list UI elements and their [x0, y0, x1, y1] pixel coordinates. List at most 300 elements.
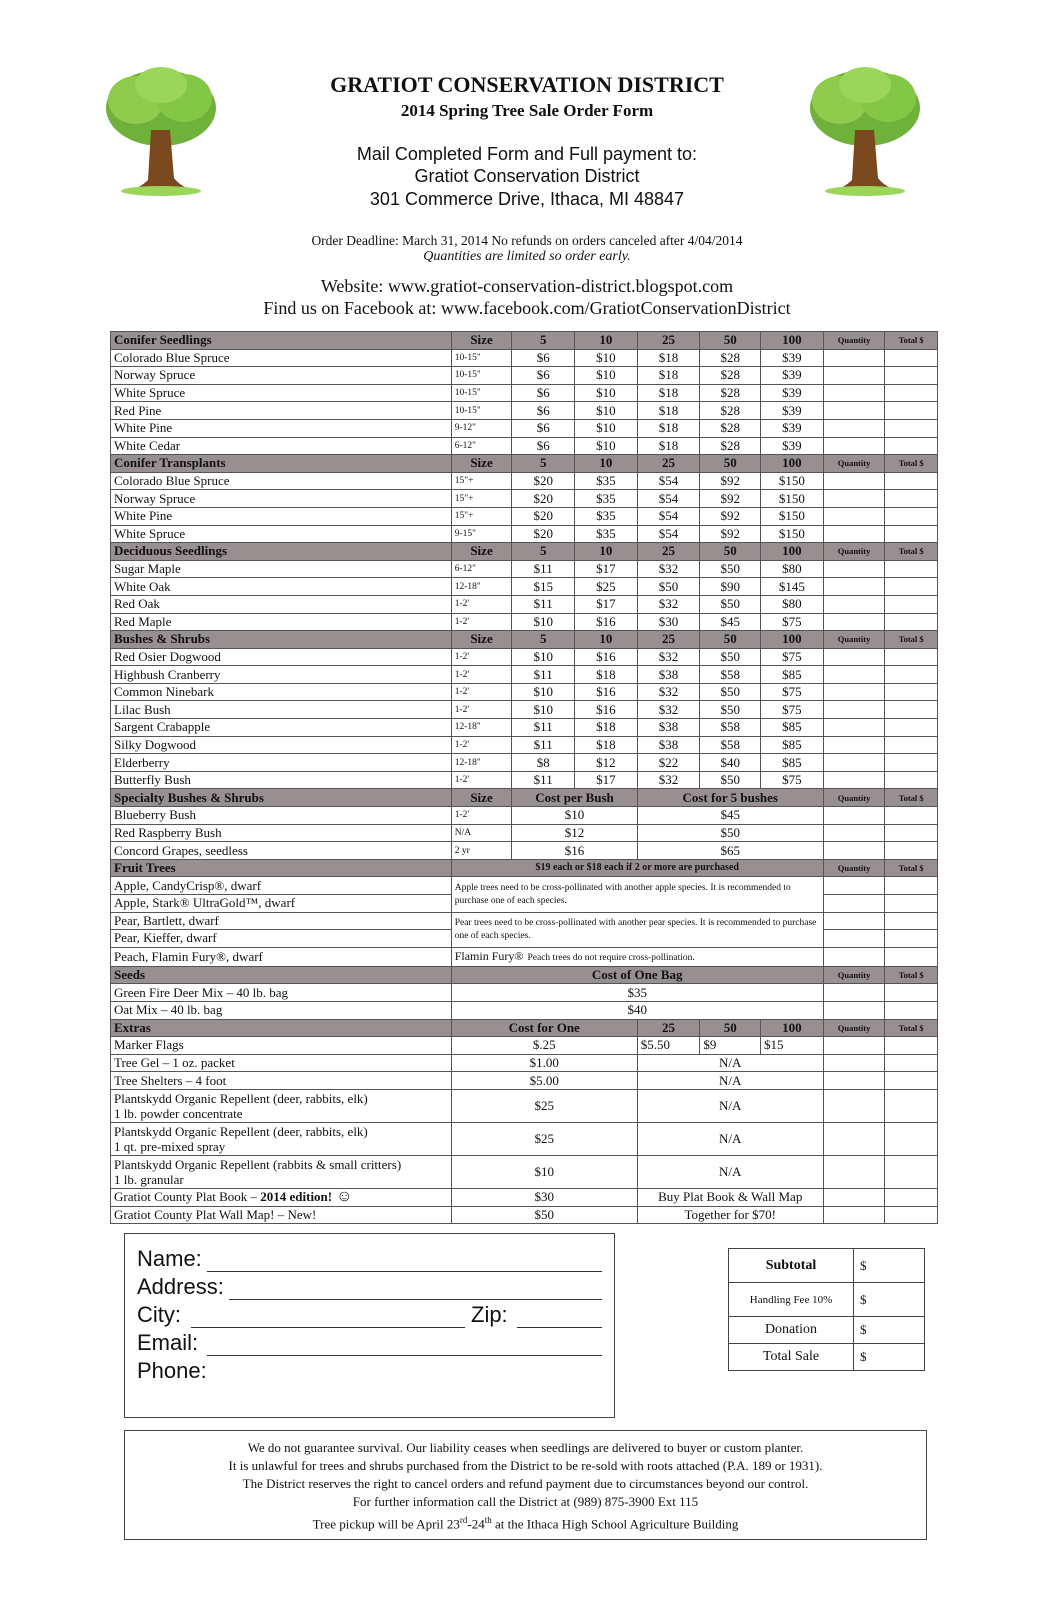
product-row — [111, 1155, 938, 1188]
quantity-input[interactable] — [823, 525, 885, 543]
quantity-input[interactable] — [823, 402, 885, 420]
total-input[interactable] — [885, 1089, 938, 1122]
quantity-input[interactable] — [823, 842, 885, 860]
price-cell: $6 — [512, 402, 575, 420]
notice-line: We do not guarantee survival. Our liability ceases when seedlings are delivered to buyer or custom planter. — [247, 1440, 804, 1455]
product-name: Apple, CandyCrisp®, dwarf — [111, 877, 452, 895]
price-cell: $92 — [700, 507, 761, 525]
quantity-tier-header: 5 — [512, 455, 575, 473]
price-cell: $10 — [512, 701, 575, 719]
price-cell: $11 — [512, 560, 575, 578]
total-header: Total $ — [885, 543, 938, 561]
section-header — [111, 859, 938, 877]
product-row — [111, 736, 938, 754]
notice-line: The District reserves the right to cancel orders and refund payment due to circumstances beyond our control. — [242, 1476, 809, 1491]
price-cell: $39 — [761, 419, 824, 437]
product-size: 10-15" — [451, 349, 512, 367]
total-input[interactable] — [885, 1122, 938, 1155]
product-name: White Oak — [111, 578, 452, 596]
product-name: Norway Spruce — [111, 367, 452, 385]
not-available-cell: N/A — [637, 1072, 823, 1090]
terms-notice — [124, 1430, 927, 1540]
price-cell: $35 — [575, 472, 638, 490]
price-cell: $32 — [637, 771, 700, 789]
price-cell: $32 — [637, 683, 700, 701]
total-input[interactable] — [885, 701, 938, 719]
name-label: Name: — [137, 1246, 202, 1271]
price-cell: $50 — [637, 824, 823, 842]
price-cell: $45 — [700, 613, 761, 631]
subtotal-label: Subtotal — [729, 1249, 854, 1283]
price-cell: $150 — [761, 472, 824, 490]
mail-recipient: Gratiot Conservation District — [414, 166, 640, 186]
product-size: 12-18" — [451, 578, 512, 596]
name-field[interactable] — [207, 1270, 602, 1272]
facebook-link[interactable]: Find us on Facebook at: www.facebook.com/GratiotConservationDistrict — [263, 298, 791, 318]
product-size: 1-2' — [451, 648, 512, 666]
product-size: 6-12" — [451, 560, 512, 578]
quantity-input[interactable] — [823, 807, 885, 825]
price-cell: $28 — [700, 384, 761, 402]
product-row — [111, 613, 938, 631]
total-input[interactable] — [885, 1054, 938, 1072]
quantity-input[interactable] — [823, 683, 885, 701]
quantity-tier-header: 100 — [761, 631, 824, 649]
product-name: Red Maple — [111, 613, 452, 631]
total-input[interactable] — [885, 648, 938, 666]
section-header — [111, 1019, 938, 1037]
section-header — [111, 789, 938, 807]
product-row — [111, 1037, 938, 1055]
price-cell: $18 — [575, 666, 638, 684]
price-cell: $45 — [637, 807, 823, 825]
price-cell: $10 — [575, 384, 638, 402]
product-size: 1-2' — [451, 736, 512, 754]
product-name: Pear, Bartlett, dwarf — [111, 912, 452, 930]
website-link[interactable]: Website: www.gratiot-conservation-district.blogspot.com — [320, 276, 734, 296]
price-cell: $35 — [575, 525, 638, 543]
price-cell: $28 — [700, 349, 761, 367]
price-cell: $10 — [512, 683, 575, 701]
total-input[interactable] — [885, 367, 938, 385]
quantity-input[interactable] — [823, 472, 885, 490]
product-row — [111, 984, 938, 1002]
address-box — [124, 1233, 615, 1418]
quantity-input[interactable] — [823, 771, 885, 789]
quantity-input[interactable] — [823, 1054, 885, 1072]
total-input[interactable] — [885, 402, 938, 420]
quantity-input[interactable] — [823, 595, 885, 613]
quantity-input[interactable] — [823, 419, 885, 437]
size-header: Size — [451, 332, 512, 350]
quantity-input[interactable] — [823, 1001, 885, 1019]
price-cell: $28 — [700, 367, 761, 385]
product-name: White Cedar — [111, 437, 452, 455]
price-cell: $11 — [512, 595, 575, 613]
price-cell: $75 — [761, 683, 824, 701]
product-row — [111, 842, 938, 860]
section-header — [111, 966, 938, 984]
quantity-input[interactable] — [823, 1072, 885, 1090]
email-label: Email: — [137, 1330, 199, 1355]
form-subtitle: 2014 Spring Tree Sale Order Form — [400, 101, 654, 120]
product-name: Concord Grapes, seedless — [111, 842, 452, 860]
price-cell: $6 — [512, 349, 575, 367]
section-title: Specialty Bushes & Shrubs — [111, 789, 452, 807]
total-input[interactable] — [885, 719, 938, 737]
total-input[interactable] — [885, 666, 938, 684]
product-size: 6-12" — [451, 437, 512, 455]
total-input[interactable] — [885, 877, 938, 895]
total-input[interactable] — [885, 1206, 938, 1224]
total-input[interactable] — [885, 595, 938, 613]
quantity-tier-header: 10 — [575, 543, 638, 561]
total-header: Total $ — [885, 859, 938, 877]
quantity-tier-header: 25 — [637, 332, 700, 350]
total-input[interactable] — [885, 683, 938, 701]
mail-address: 301 Commerce Drive, Ithaca, MI 48847 — [369, 189, 685, 209]
total-input[interactable] — [885, 349, 938, 367]
price-cell: $32 — [637, 701, 700, 719]
total-input[interactable] — [885, 1155, 938, 1188]
quantity-input[interactable] — [823, 719, 885, 737]
product-name: Highbush Cranberry — [111, 666, 452, 684]
product-name: White Spruce — [111, 525, 452, 543]
section-header — [111, 455, 938, 473]
product-name: Oat Mix – 40 lb. bag — [111, 1001, 452, 1019]
quantity-input[interactable] — [823, 701, 885, 719]
price-cell: $1.00 — [451, 1054, 637, 1072]
quantity-tier-header: 50 — [700, 1019, 761, 1037]
price-cell: $85 — [761, 666, 824, 684]
quantity-input[interactable] — [823, 824, 885, 842]
quantity-tier-header: 50 — [700, 543, 761, 561]
price-cell: $39 — [761, 437, 824, 455]
email-field[interactable] — [207, 1354, 602, 1356]
total-input[interactable] — [885, 824, 938, 842]
donation-label: Donation — [729, 1317, 854, 1344]
price-cell: $30 — [451, 1188, 637, 1206]
total-input[interactable] — [885, 507, 938, 525]
quantity-input[interactable] — [823, 1037, 885, 1055]
quantity-tier-header: 10 — [575, 631, 638, 649]
price-cell: $20 — [512, 525, 575, 543]
city-label: City: — [137, 1302, 181, 1327]
quantity-input[interactable] — [823, 1089, 885, 1122]
total-input[interactable] — [885, 1001, 938, 1019]
price-cell: $75 — [761, 613, 824, 631]
product-size: 2 yr — [451, 842, 512, 860]
price-cell: $75 — [761, 701, 824, 719]
total-input[interactable] — [885, 578, 938, 596]
product-name: Blueberry Bush — [111, 807, 452, 825]
product-row — [111, 1054, 938, 1072]
price-cell: $10 — [512, 613, 575, 631]
price-cell: $85 — [761, 736, 824, 754]
quantity-input[interactable] — [823, 613, 885, 631]
product-size: 9-12" — [451, 419, 512, 437]
price-cell: $39 — [761, 402, 824, 420]
product-name: Sugar Maple — [111, 560, 452, 578]
section-header — [111, 543, 938, 561]
combo-offer: Together for $70! — [637, 1206, 823, 1224]
quantity-input[interactable] — [823, 490, 885, 508]
handling-fee-field[interactable]: $ — [854, 1283, 925, 1317]
price-cell: $38 — [637, 736, 700, 754]
quantity-input[interactable] — [823, 1206, 885, 1224]
quantity-input[interactable] — [823, 666, 885, 684]
product-size: 1-2' — [451, 595, 512, 613]
pickup-notice: Tree pickup will be April 23rd-24th at the Ithaca High School Agriculture Building — [312, 1515, 739, 1532]
product-size: 15"+ — [451, 507, 512, 525]
price-cell: $11 — [512, 666, 575, 684]
product-size: 15"+ — [451, 472, 512, 490]
total-header: Total $ — [885, 631, 938, 649]
price-cell: $6 — [512, 367, 575, 385]
price-cell: $18 — [637, 367, 700, 385]
product-name: Gratiot County Plat Wall Map! – New! — [111, 1206, 452, 1224]
price-cell: $75 — [761, 648, 824, 666]
price-cell: $.25 — [451, 1037, 637, 1055]
total-header: Total $ — [885, 455, 938, 473]
not-available-cell: N/A — [637, 1054, 823, 1072]
total-input[interactable] — [885, 912, 938, 930]
product-row — [111, 525, 938, 543]
price-cell: $16 — [575, 683, 638, 701]
subtotal-field[interactable]: $ — [854, 1249, 925, 1283]
quantity-input[interactable] — [823, 984, 885, 1002]
mail-instruction: Mail Completed Form and Full payment to: — [356, 144, 698, 164]
total-input[interactable] — [885, 930, 938, 948]
product-name: Elderberry — [111, 754, 452, 772]
quantity-tier-header: 10 — [575, 332, 638, 350]
total-input[interactable] — [885, 437, 938, 455]
price-cell: $5.00 — [451, 1072, 637, 1090]
price-cell: $17 — [575, 560, 638, 578]
price-cell: $10 — [575, 419, 638, 437]
total-input[interactable] — [885, 1037, 938, 1055]
total-header: Total $ — [885, 789, 938, 807]
quantity-input[interactable] — [823, 437, 885, 455]
quantity-tier-header: 50 — [700, 631, 761, 649]
product-row — [111, 807, 938, 825]
notice-line: It is unlawful for trees and shrubs purchased from the District to be re-sold with roots attached (P.A. 189 or 1931). — [228, 1458, 823, 1473]
price-cell: $50 — [700, 595, 761, 613]
total-sale-field[interactable]: $ — [854, 1344, 925, 1371]
quantity-tier-header: 100 — [761, 1019, 824, 1037]
price-cell: $16 — [512, 842, 637, 860]
peach-note: Flamin Fury® Peach trees do not require cross-pollination. — [451, 947, 823, 966]
product-size: 1-2' — [451, 683, 512, 701]
total-input[interactable] — [885, 736, 938, 754]
size-header: Size — [451, 789, 512, 807]
section-title: Seeds — [111, 966, 452, 984]
price-cell: $8 — [512, 754, 575, 772]
total-input[interactable] — [885, 947, 938, 966]
address-field[interactable] — [229, 1298, 602, 1300]
product-row — [111, 754, 938, 772]
zip-field[interactable] — [517, 1326, 602, 1328]
not-available-cell: N/A — [637, 1122, 823, 1155]
quantity-input[interactable] — [823, 507, 885, 525]
order-deadline: Order Deadline: March 31, 2014 No refunds on orders canceled after 4/04/2014 — [311, 233, 743, 248]
product-name: Common Ninebark — [111, 683, 452, 701]
product-name: Gratiot County Plat Book – 2014 edition! ☺ — [111, 1188, 452, 1206]
product-row — [111, 507, 938, 525]
quantity-header: Quantity — [823, 966, 885, 984]
price-cell: $75 — [761, 771, 824, 789]
price-cell: $39 — [761, 349, 824, 367]
size-header: Size — [451, 455, 512, 473]
total-input[interactable] — [885, 807, 938, 825]
product-name: Norway Spruce — [111, 490, 452, 508]
product-size: 9-15" — [451, 525, 512, 543]
product-row — [111, 578, 938, 596]
product-row — [111, 1089, 938, 1122]
product-row — [111, 1072, 938, 1090]
quantity-input[interactable] — [823, 1155, 885, 1188]
product-row — [111, 1188, 938, 1206]
city-field[interactable] — [191, 1326, 465, 1328]
product-row — [111, 648, 938, 666]
product-name: Lilac Bush — [111, 701, 452, 719]
product-row — [111, 419, 938, 437]
total-input[interactable] — [885, 525, 938, 543]
price-cell: $17 — [575, 771, 638, 789]
product-name: Colorado Blue Spruce — [111, 472, 452, 490]
notice-line: For further information call the District at (989) 875-3900 Ext 115 — [352, 1494, 699, 1509]
total-header: Total $ — [885, 1019, 938, 1037]
price-cell: $50 — [637, 578, 700, 596]
price-cell: $10 — [575, 402, 638, 420]
total-input[interactable] — [885, 560, 938, 578]
quantity-input[interactable] — [823, 578, 885, 596]
price-cell: $32 — [637, 560, 700, 578]
total-input[interactable] — [885, 754, 938, 772]
section-title: Fruit Trees — [111, 859, 452, 877]
total-input[interactable] — [885, 1188, 938, 1206]
section-title: Conifer Seedlings — [111, 332, 452, 350]
total-input[interactable] — [885, 771, 938, 789]
total-header: Total $ — [885, 332, 938, 350]
price-cell: $92 — [700, 472, 761, 490]
price-cell: $15 — [512, 578, 575, 596]
total-input[interactable] — [885, 384, 938, 402]
cost-of-one-bag-header: Cost of One Bag — [451, 966, 823, 984]
quantity-input[interactable] — [823, 349, 885, 367]
total-input[interactable] — [885, 472, 938, 490]
total-header: Total $ — [885, 966, 938, 984]
price-cell: $6 — [512, 437, 575, 455]
product-size: 1-2' — [451, 807, 512, 825]
section-header — [111, 332, 938, 350]
product-row — [111, 595, 938, 613]
quantity-tier-header: 5 — [512, 543, 575, 561]
handling-fee-label: Handling Fee 10% — [729, 1283, 854, 1317]
price-cell: $80 — [761, 595, 824, 613]
quantity-input[interactable] — [823, 1188, 885, 1206]
price-cell: $18 — [637, 419, 700, 437]
product-size: 1-2' — [451, 666, 512, 684]
product-row — [111, 701, 938, 719]
quantity-input[interactable] — [823, 384, 885, 402]
total-input[interactable] — [885, 419, 938, 437]
price-cell: $18 — [637, 384, 700, 402]
price-cell: $85 — [761, 719, 824, 737]
quantity-input[interactable] — [823, 930, 885, 948]
product-row — [111, 1206, 938, 1224]
quantity-input[interactable] — [823, 754, 885, 772]
product-size: 10-15" — [451, 367, 512, 385]
combo-offer: Buy Plat Book & Wall Map — [637, 1188, 823, 1206]
smiley-icon: ☺ — [332, 1188, 353, 1206]
total-input[interactable] — [885, 984, 938, 1002]
price-cell: $50 — [700, 701, 761, 719]
quantity-input[interactable] — [823, 877, 885, 895]
size-header: Size — [451, 631, 512, 649]
cross-pollination-note: Pear trees need to be cross-pollinated with another pear species. It is recommended to purchase one of each species. — [451, 912, 823, 947]
quantity-tier-header: 50 — [700, 455, 761, 473]
product-name: Plantskydd Organic Repellent (deer, rabbits, elk) 1 qt. pre-mixed spray — [111, 1122, 452, 1155]
price-cell: $20 — [512, 490, 575, 508]
total-input[interactable] — [885, 895, 938, 913]
section-title: Conifer Transplants — [111, 455, 452, 473]
quantity-input[interactable] — [823, 947, 885, 966]
total-input[interactable] — [885, 613, 938, 631]
product-row — [111, 367, 938, 385]
price-cell: $54 — [637, 525, 700, 543]
product-name: Plantskydd Organic Repellent (deer, rabbits, elk) 1 lb. powder concentrate — [111, 1089, 452, 1122]
product-row — [111, 877, 938, 895]
price-cell: $11 — [512, 736, 575, 754]
product-row — [111, 947, 938, 966]
price-cell: $10 — [451, 1155, 637, 1188]
quantity-input[interactable] — [823, 367, 885, 385]
product-row — [111, 437, 938, 455]
quantity-input[interactable] — [823, 895, 885, 913]
price-cell: $30 — [637, 613, 700, 631]
quantity-input[interactable] — [823, 648, 885, 666]
quantity-input[interactable] — [823, 736, 885, 754]
product-row — [111, 402, 938, 420]
quantity-input[interactable] — [823, 560, 885, 578]
quantity-header: Quantity — [823, 631, 885, 649]
price-cell: $39 — [761, 384, 824, 402]
order-table — [110, 331, 938, 1224]
price-cell: $150 — [761, 507, 824, 525]
total-input[interactable] — [885, 842, 938, 860]
price-cell: $32 — [637, 648, 700, 666]
price-cell: $17 — [575, 595, 638, 613]
price-cell: $50 — [700, 771, 761, 789]
not-available-cell: N/A — [637, 1155, 823, 1188]
quantity-header: Quantity — [823, 1019, 885, 1037]
quantity-header: Quantity — [823, 789, 885, 807]
size-header: Size — [451, 543, 512, 561]
quantity-input[interactable] — [823, 912, 885, 930]
product-name: Sargent Crabapple — [111, 719, 452, 737]
quantity-input[interactable] — [823, 1122, 885, 1155]
product-size: 15"+ — [451, 490, 512, 508]
price-cell: $10 — [575, 349, 638, 367]
price-cell: $39 — [761, 367, 824, 385]
price-cell: $32 — [637, 595, 700, 613]
total-input[interactable] — [885, 490, 938, 508]
product-name: Plantskydd Organic Repellent (rabbits & small critters) 1 lb. granular — [111, 1155, 452, 1188]
donation-field[interactable]: $ — [854, 1317, 925, 1344]
product-name: Marker Flags — [111, 1037, 452, 1055]
total-input[interactable] — [885, 1072, 938, 1090]
